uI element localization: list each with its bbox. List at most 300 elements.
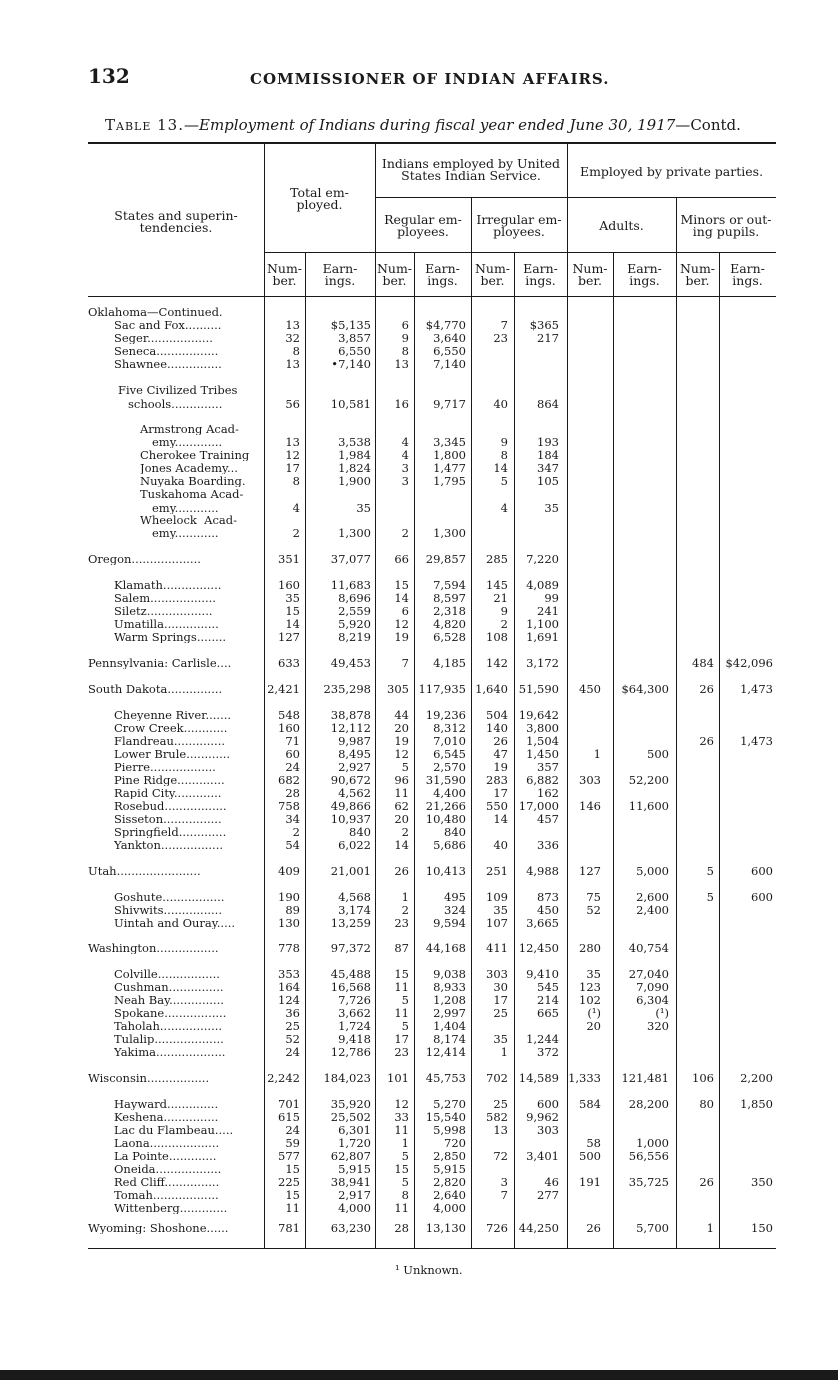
- row-label: Seneca.................: [114, 345, 219, 357]
- cell-number: 225: [278, 1175, 300, 1189]
- cell-earnings: 235,298: [323, 682, 371, 696]
- table-row: [88, 436, 776, 448]
- cell-earnings: 9,410: [526, 967, 559, 981]
- row-label: Wyoming: Shoshone......: [88, 1222, 229, 1234]
- cell-number: 14: [493, 812, 508, 826]
- cell-earnings: 3,662: [338, 1006, 371, 1020]
- cell-earnings: 1,720: [338, 1136, 371, 1150]
- cell-earnings: 241: [537, 604, 559, 618]
- cell-earnings: 2,850: [433, 1149, 466, 1163]
- cell-number: 2: [401, 526, 409, 540]
- cell-earnings: 9,038: [433, 967, 466, 981]
- cell-number: 633: [278, 656, 300, 670]
- cell-number: 781: [278, 1221, 300, 1235]
- table-row: [88, 579, 776, 591]
- cell-number: 582: [486, 1110, 508, 1124]
- cell-earnings: 90,672: [330, 773, 371, 787]
- header-number: Num- ber.: [572, 261, 608, 288]
- cell-number: 6: [401, 604, 409, 618]
- cell-number: 28: [285, 786, 300, 800]
- cell-number: 123: [579, 980, 601, 994]
- table-row: [88, 631, 776, 643]
- row-label: Wisconsin.................: [88, 1072, 210, 1084]
- cell-earnings: 44,250: [518, 1221, 559, 1235]
- cell-number: 14: [493, 461, 508, 475]
- cell-earnings: 1,473: [740, 682, 773, 696]
- cell-number: 283: [486, 773, 508, 787]
- cell-number: 6: [401, 318, 409, 332]
- cell-number: 60: [285, 747, 300, 761]
- table-row: [88, 865, 776, 877]
- cell-number: 1: [500, 1045, 508, 1059]
- cell-earnings: 51,590: [518, 682, 559, 696]
- table-row: [88, 683, 776, 695]
- cell-number: 17: [493, 786, 508, 800]
- cell-number: 2: [500, 617, 508, 631]
- row-label: Siletz..................: [114, 605, 213, 617]
- cell-number: 102: [579, 993, 601, 1007]
- table-row: [88, 735, 776, 747]
- cell-earnings: 9,418: [338, 1032, 371, 1046]
- cell-earnings: 162: [537, 786, 559, 800]
- cell-number: 550: [486, 799, 508, 813]
- cell-earnings: 4,400: [433, 786, 466, 800]
- cell-number: 1,333: [568, 1071, 601, 1085]
- cell-earnings: 217: [537, 331, 559, 345]
- cell-earnings: 12,112: [330, 721, 371, 735]
- row-label: Tulalip...................: [114, 1033, 224, 1045]
- scan-edge: [0, 1370, 838, 1380]
- cell-number: 1: [706, 1221, 714, 1235]
- cell-number: 47: [493, 747, 508, 761]
- cell-number: 2: [292, 825, 300, 839]
- cell-number: 106: [692, 1071, 714, 1085]
- cell-number: 21: [493, 591, 508, 605]
- cell-earnings: 49,866: [330, 799, 371, 813]
- cell-number: 305: [387, 682, 409, 696]
- row-label: Rapid City.............: [114, 787, 222, 799]
- caption-suffix: Contd.: [690, 116, 741, 134]
- cell-earnings: 5,000: [636, 864, 669, 878]
- cell-earnings: 6,528: [433, 630, 466, 644]
- table-row: [88, 722, 776, 734]
- cell-earnings: 193: [537, 435, 559, 449]
- cell-earnings: $365: [529, 318, 559, 332]
- cell-earnings: 5,998: [433, 1123, 466, 1137]
- cell-number: 5: [401, 1175, 409, 1189]
- cell-earnings: 3,345: [433, 435, 466, 449]
- cell-number: 500: [579, 1149, 601, 1163]
- cell-number: 303: [486, 967, 508, 981]
- cell-earnings: 500: [647, 747, 669, 761]
- table-row: [88, 475, 776, 487]
- cell-earnings: 5,700: [636, 1221, 669, 1235]
- cell-number: 145: [486, 578, 508, 592]
- header-number: Num- ber.: [376, 261, 413, 288]
- cell-earnings: 545: [537, 980, 559, 994]
- row-label: Tomah..................: [114, 1189, 219, 1201]
- row-label: Goshute.................: [114, 891, 225, 903]
- cell-earnings: 4,000: [338, 1201, 371, 1215]
- cell-number: 584: [579, 1097, 601, 1111]
- table-row: [88, 423, 776, 435]
- cell-number: 66: [394, 552, 409, 566]
- header-earnings: Earn- ings.: [730, 261, 765, 288]
- header-number: Num- ber.: [266, 261, 303, 288]
- cell-number: 16: [394, 397, 409, 411]
- cell-earnings: (¹): [655, 1006, 669, 1020]
- cell-number: 30: [493, 980, 508, 994]
- cell-earnings: 665: [537, 1006, 559, 1020]
- table-row: [88, 306, 776, 318]
- cell-number: 548: [278, 708, 300, 722]
- running-head: COMMISSIONER OF INDIAN AFFAIRS.: [250, 70, 610, 88]
- row-label: Salem..................: [114, 592, 216, 604]
- table-row: [88, 1111, 776, 1123]
- cell-number: 1: [401, 1136, 409, 1150]
- header-number: Num- ber.: [474, 261, 511, 288]
- footnote: ¹ Unknown.: [395, 1263, 463, 1277]
- row-label: Rosebud.................: [114, 800, 227, 812]
- cell-earnings: 12,414: [425, 1045, 466, 1059]
- cell-number: 9: [401, 331, 409, 345]
- cell-number: 52: [285, 1032, 300, 1046]
- cell-number: 14: [394, 838, 409, 852]
- cell-number: 26: [699, 734, 714, 748]
- cell-earnings: 63,230: [330, 1221, 371, 1235]
- table-row: [88, 917, 776, 929]
- cell-earnings: 13,130: [425, 1221, 466, 1235]
- row-label: Neah Bay...............: [114, 994, 224, 1006]
- table-row: [88, 502, 776, 514]
- cell-number: 35: [493, 1032, 508, 1046]
- cell-earnings: 45,753: [425, 1071, 466, 1085]
- cell-earnings: 3,174: [338, 903, 371, 917]
- cell-earnings: 46: [544, 1175, 559, 1189]
- cell-number: 54: [285, 838, 300, 852]
- cell-earnings: 1,473: [740, 734, 773, 748]
- cell-number: 7: [401, 656, 409, 670]
- cell-number: 5: [401, 760, 409, 774]
- cell-earnings: 6,550: [338, 344, 371, 358]
- cell-number: 160: [278, 578, 300, 592]
- cell-number: 24: [285, 1045, 300, 1059]
- cell-number: 89: [285, 903, 300, 917]
- row-label: schools..............: [128, 398, 223, 410]
- header-states: States and superin- tendencies.: [114, 208, 238, 235]
- table-row: [88, 1033, 776, 1045]
- cell-number: 13: [285, 318, 300, 332]
- cell-earnings: 8,696: [338, 591, 371, 605]
- cell-earnings: 11,683: [330, 578, 371, 592]
- cell-number: 351: [278, 552, 300, 566]
- cell-earnings: 347: [537, 461, 559, 475]
- cell-earnings: 2,927: [338, 760, 371, 774]
- row-label: Shivwits................: [114, 904, 222, 916]
- row-label: Jones Academy...: [140, 462, 238, 474]
- row-label: South Dakota...............: [88, 683, 223, 695]
- cell-number: 13: [493, 1123, 508, 1137]
- cell-number: 8: [292, 474, 300, 488]
- table-row: [88, 1150, 776, 1162]
- cell-earnings: 35: [356, 501, 371, 515]
- cell-earnings: 320: [647, 1019, 669, 1033]
- table-row: [88, 605, 776, 617]
- cell-earnings: 35,920: [330, 1097, 371, 1111]
- cell-earnings: 8,597: [433, 591, 466, 605]
- cell-earnings: 4,562: [338, 786, 371, 800]
- cell-number: 26: [586, 1221, 601, 1235]
- row-label: Wheelock Acad-: [140, 514, 238, 526]
- cell-earnings: 19,236: [425, 708, 466, 722]
- table-row: [88, 1072, 776, 1084]
- cell-earnings: 5,686: [433, 838, 466, 852]
- cell-earnings: 357: [537, 760, 559, 774]
- row-label: Lower Brule............: [114, 748, 231, 760]
- cell-earnings: 6,304: [636, 993, 669, 1007]
- cell-earnings: 2,997: [433, 1006, 466, 1020]
- header-private-parties: Employed by private parties.: [579, 164, 764, 179]
- cell-earnings: $5,135: [330, 318, 371, 332]
- cell-number: 23: [493, 331, 508, 345]
- cell-earnings: 5,920: [338, 617, 371, 631]
- cell-earnings: 45,488: [330, 967, 371, 981]
- cell-number: 130: [278, 916, 300, 930]
- cell-earnings: 12,450: [518, 941, 559, 955]
- cell-earnings: 150: [751, 1221, 773, 1235]
- cell-earnings: 1,100: [526, 617, 559, 631]
- cell-earnings: 6,882: [526, 773, 559, 787]
- cell-number: 17: [285, 461, 300, 475]
- cell-earnings: 9,594: [433, 916, 466, 930]
- cell-number: 12: [394, 617, 409, 631]
- cell-number: 33: [394, 1110, 409, 1124]
- cell-earnings: 350: [751, 1175, 773, 1189]
- cell-earnings: 1,000: [636, 1136, 669, 1150]
- cell-earnings: 13,259: [330, 916, 371, 930]
- cell-number: 140: [486, 721, 508, 735]
- cell-earnings: 10,581: [330, 397, 371, 411]
- header-rule-subgroups: [264, 252, 776, 253]
- cell-earnings: 12,786: [330, 1045, 371, 1059]
- cell-number: 12: [394, 747, 409, 761]
- cell-number: 35: [586, 967, 601, 981]
- cell-earnings: 2,820: [433, 1175, 466, 1189]
- cell-earnings: 2,600: [636, 890, 669, 904]
- cell-number: 8: [500, 448, 508, 462]
- cell-earnings: 324: [444, 903, 466, 917]
- cell-earnings: 840: [349, 825, 371, 839]
- row-label: Warm Springs........: [114, 631, 227, 643]
- row-label: Flandreau..............: [114, 735, 226, 747]
- cell-number: 142: [486, 656, 508, 670]
- cell-earnings: 4,820: [433, 617, 466, 631]
- cell-number: 17: [394, 1032, 409, 1046]
- cell-number: 96: [394, 773, 409, 787]
- cell-number: 5: [401, 993, 409, 1007]
- cell-earnings: 28,200: [628, 1097, 669, 1111]
- cell-number: 2: [401, 825, 409, 839]
- cell-earnings: 19,642: [518, 708, 559, 722]
- table-row: [88, 1176, 776, 1188]
- cell-earnings: 1,404: [433, 1019, 466, 1033]
- cell-earnings: 1,724: [338, 1019, 371, 1033]
- header-earnings: Earn- ings.: [523, 261, 558, 288]
- cell-number: 15: [285, 1162, 300, 1176]
- table-row: [88, 398, 776, 410]
- cell-number: 4: [401, 435, 409, 449]
- cell-earnings: 1,850: [740, 1097, 773, 1111]
- table-row: [88, 319, 776, 331]
- cell-earnings: 184: [537, 448, 559, 462]
- header-earnings: Earn- ings.: [425, 261, 460, 288]
- cell-earnings: 10,413: [425, 864, 466, 878]
- cell-number: 164: [278, 980, 300, 994]
- header-earnings: Earn- ings.: [322, 261, 358, 288]
- table-row: [88, 748, 776, 760]
- header-minors: Minors or out- ing pupils.: [680, 212, 772, 239]
- cell-number: 1: [401, 890, 409, 904]
- cell-number: 758: [278, 799, 300, 813]
- cell-number: 14: [394, 591, 409, 605]
- cell-earnings: 10,480: [425, 812, 466, 826]
- cell-number: 23: [394, 1045, 409, 1059]
- cell-earnings: $42,096: [725, 656, 773, 670]
- cell-number: 15: [394, 1162, 409, 1176]
- cell-number: 58: [586, 1136, 601, 1150]
- cell-number: 26: [699, 682, 714, 696]
- cell-earnings: 38,941: [330, 1175, 371, 1189]
- cell-earnings: 8,933: [433, 980, 466, 994]
- row-label: Armstrong Acad-: [140, 423, 239, 435]
- table-row: [88, 358, 776, 370]
- cell-earnings: 3,538: [338, 435, 371, 449]
- cell-earnings: 14,589: [518, 1071, 559, 1085]
- cell-earnings: 4,568: [338, 890, 371, 904]
- cell-earnings: 105: [537, 474, 559, 488]
- cell-number: 25: [493, 1097, 508, 1111]
- cell-earnings: 7,010: [433, 734, 466, 748]
- row-label: Keshena...............: [114, 1111, 219, 1123]
- header-irregular: Irregular em- ployees.: [476, 212, 562, 239]
- cell-earnings: 2,318: [433, 604, 466, 618]
- cell-earnings: 372: [537, 1045, 559, 1059]
- cell-number: 11: [394, 980, 409, 994]
- cell-earnings: 600: [537, 1097, 559, 1111]
- cell-earnings: 1,900: [338, 474, 371, 488]
- cell-earnings: 336: [537, 838, 559, 852]
- table-row: [88, 345, 776, 357]
- cell-number: 56: [285, 397, 300, 411]
- row-label: Pierre..................: [114, 761, 216, 773]
- row-label: emy............: [152, 502, 219, 514]
- cell-number: 4: [401, 448, 409, 462]
- cell-earnings: 4,988: [526, 864, 559, 878]
- cell-earnings: 37,077: [330, 552, 371, 566]
- cell-number: 15: [394, 967, 409, 981]
- table-row: [88, 553, 776, 565]
- cell-earnings: 3,401: [526, 1149, 559, 1163]
- top-rule: [88, 142, 776, 144]
- cell-earnings: 35,725: [628, 1175, 669, 1189]
- cell-number: 3: [500, 1175, 508, 1189]
- cell-earnings: 4,185: [433, 656, 466, 670]
- cell-number: 19: [493, 760, 508, 774]
- cell-earnings: 4,000: [433, 1201, 466, 1215]
- cell-number: 3: [401, 461, 409, 475]
- cell-number: 3: [401, 474, 409, 488]
- row-label: Pennsylvania: Carlisle....: [88, 657, 232, 669]
- table-row: [88, 592, 776, 604]
- cell-earnings: 4,089: [526, 578, 559, 592]
- cell-number: 26: [394, 864, 409, 878]
- cell-number: 191: [579, 1175, 601, 1189]
- cell-earnings: 2,400: [636, 903, 669, 917]
- cell-number: 5: [706, 864, 714, 878]
- cell-earnings: 6,550: [433, 344, 466, 358]
- cell-number: 15: [394, 578, 409, 592]
- cell-earnings: 184,023: [323, 1071, 371, 1085]
- row-label: Yankton.................: [114, 839, 224, 851]
- table-row: [88, 1124, 776, 1136]
- row-label: Lac du Flambeau.....: [114, 1124, 234, 1136]
- row-label: Taholah.................: [114, 1020, 223, 1032]
- cell-number: 484: [692, 656, 714, 670]
- cell-number: 62: [394, 799, 409, 813]
- cell-number: 26: [699, 1175, 714, 1189]
- cell-number: 778: [278, 941, 300, 955]
- table-row: [88, 942, 776, 954]
- cell-number: 9: [500, 435, 508, 449]
- cell-number: 7: [500, 318, 508, 332]
- row-label: Five Civilized Tribes: [118, 384, 238, 396]
- cell-number: 13: [394, 357, 409, 371]
- cell-earnings: 3,172: [526, 656, 559, 670]
- table-row: [88, 449, 776, 461]
- row-label: Nuyaka Boarding.: [140, 475, 246, 487]
- cell-number: 35: [285, 591, 300, 605]
- cell-earnings: 5,915: [338, 1162, 371, 1176]
- cell-number: 23: [394, 916, 409, 930]
- cell-number: 409: [278, 864, 300, 878]
- cell-number: 124: [278, 993, 300, 1007]
- cell-number: 36: [285, 1006, 300, 1020]
- table-row: [88, 709, 776, 721]
- cell-earnings: 8,219: [338, 630, 371, 644]
- table-row: [88, 1020, 776, 1032]
- cell-earnings: 10,937: [330, 812, 371, 826]
- cell-number: (¹): [587, 1006, 601, 1020]
- cell-number: 702: [486, 1071, 508, 1085]
- cell-earnings: 2,570: [433, 760, 466, 774]
- cell-earnings: 840: [444, 825, 466, 839]
- cell-number: 72: [493, 1149, 508, 1163]
- table-row: [88, 1007, 776, 1019]
- cell-earnings: 16,568: [330, 980, 371, 994]
- cell-number: 20: [586, 1019, 601, 1033]
- row-label: Shawnee...............: [114, 358, 222, 370]
- cell-number: 15: [285, 1188, 300, 1202]
- page-number: 132: [88, 64, 130, 88]
- cell-earnings: 7,140: [433, 357, 466, 371]
- cell-earnings: 27,040: [628, 967, 669, 981]
- cell-earnings: 25,502: [330, 1110, 371, 1124]
- cell-earnings: 1,800: [433, 448, 466, 462]
- table-row: [88, 384, 776, 396]
- cell-earnings: 1,244: [526, 1032, 559, 1046]
- cell-number: 71: [285, 734, 300, 748]
- cell-earnings: 1,824: [338, 461, 371, 475]
